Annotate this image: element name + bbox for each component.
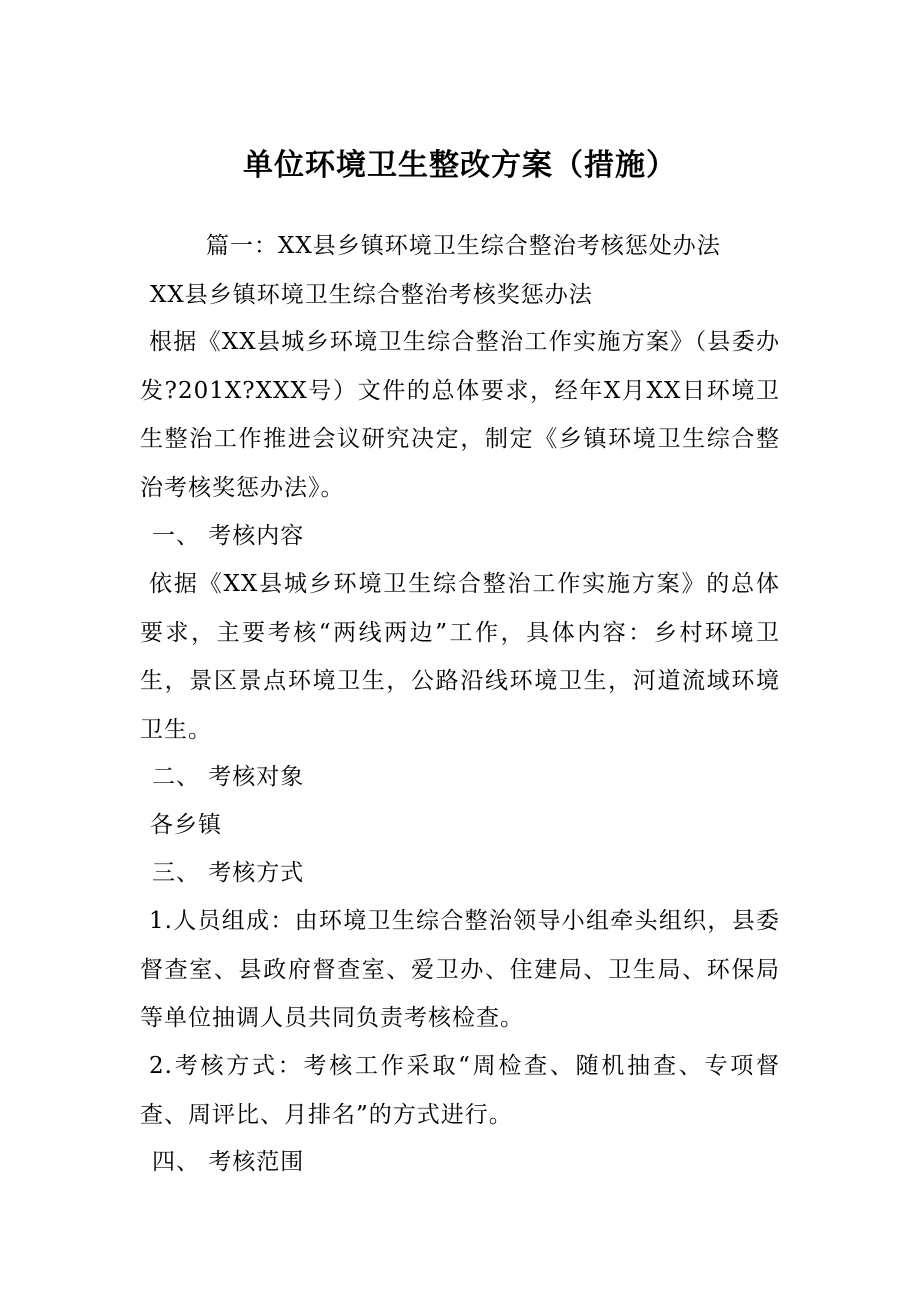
section4-heading: 四、 考核范围	[152, 1149, 305, 1175]
intro-paragraph: 根据《XX县城乡环境卫生综合整治工作实施方案》（县委办发?201X?XXX号）文件的总体要求，经年X月XX日环境卫生整治工作推进会议研究决定，制定《乡镇环境卫生综合整治考核奖惩办法》。	[140, 329, 780, 501]
subtitle-line: 篇一：XX县乡镇环境卫生综合整治考核惩处办法	[206, 233, 721, 259]
section3-item2: 2.考核方式：考核工作采取“周检查、随机抽查、专项督查、周评比、月排名”的方式进行。	[140, 1053, 780, 1128]
section1-paragraph: 依据《XX县城乡环境卫生综合整治工作实施方案》的总体要求，主要考核“两线两边”工作，具体内容：乡村环境卫生，景区景点环境卫生，公路沿线环境卫生，河道流域环境卫生。	[140, 571, 780, 743]
section3-heading: 三、 考核方式	[152, 860, 305, 886]
section-heading: XX县乡镇环境卫生综合整治考核奖惩办法	[150, 282, 593, 308]
section3-item1: 1.人员组成：由环境卫生综合整治领导小组牵头组织，县委督查室、县政府督查室、爱卫办、住建局、卫生局、环保局等单位抽调人员共同负责考核检查。	[140, 908, 780, 1031]
section2-heading: 二、 考核对象	[152, 764, 305, 790]
section1-heading: 一、 考核内容	[152, 523, 305, 549]
section2-text: 各乡镇	[150, 812, 222, 838]
document-title: 单位环境卫生整改方案（措施）	[243, 148, 677, 183]
